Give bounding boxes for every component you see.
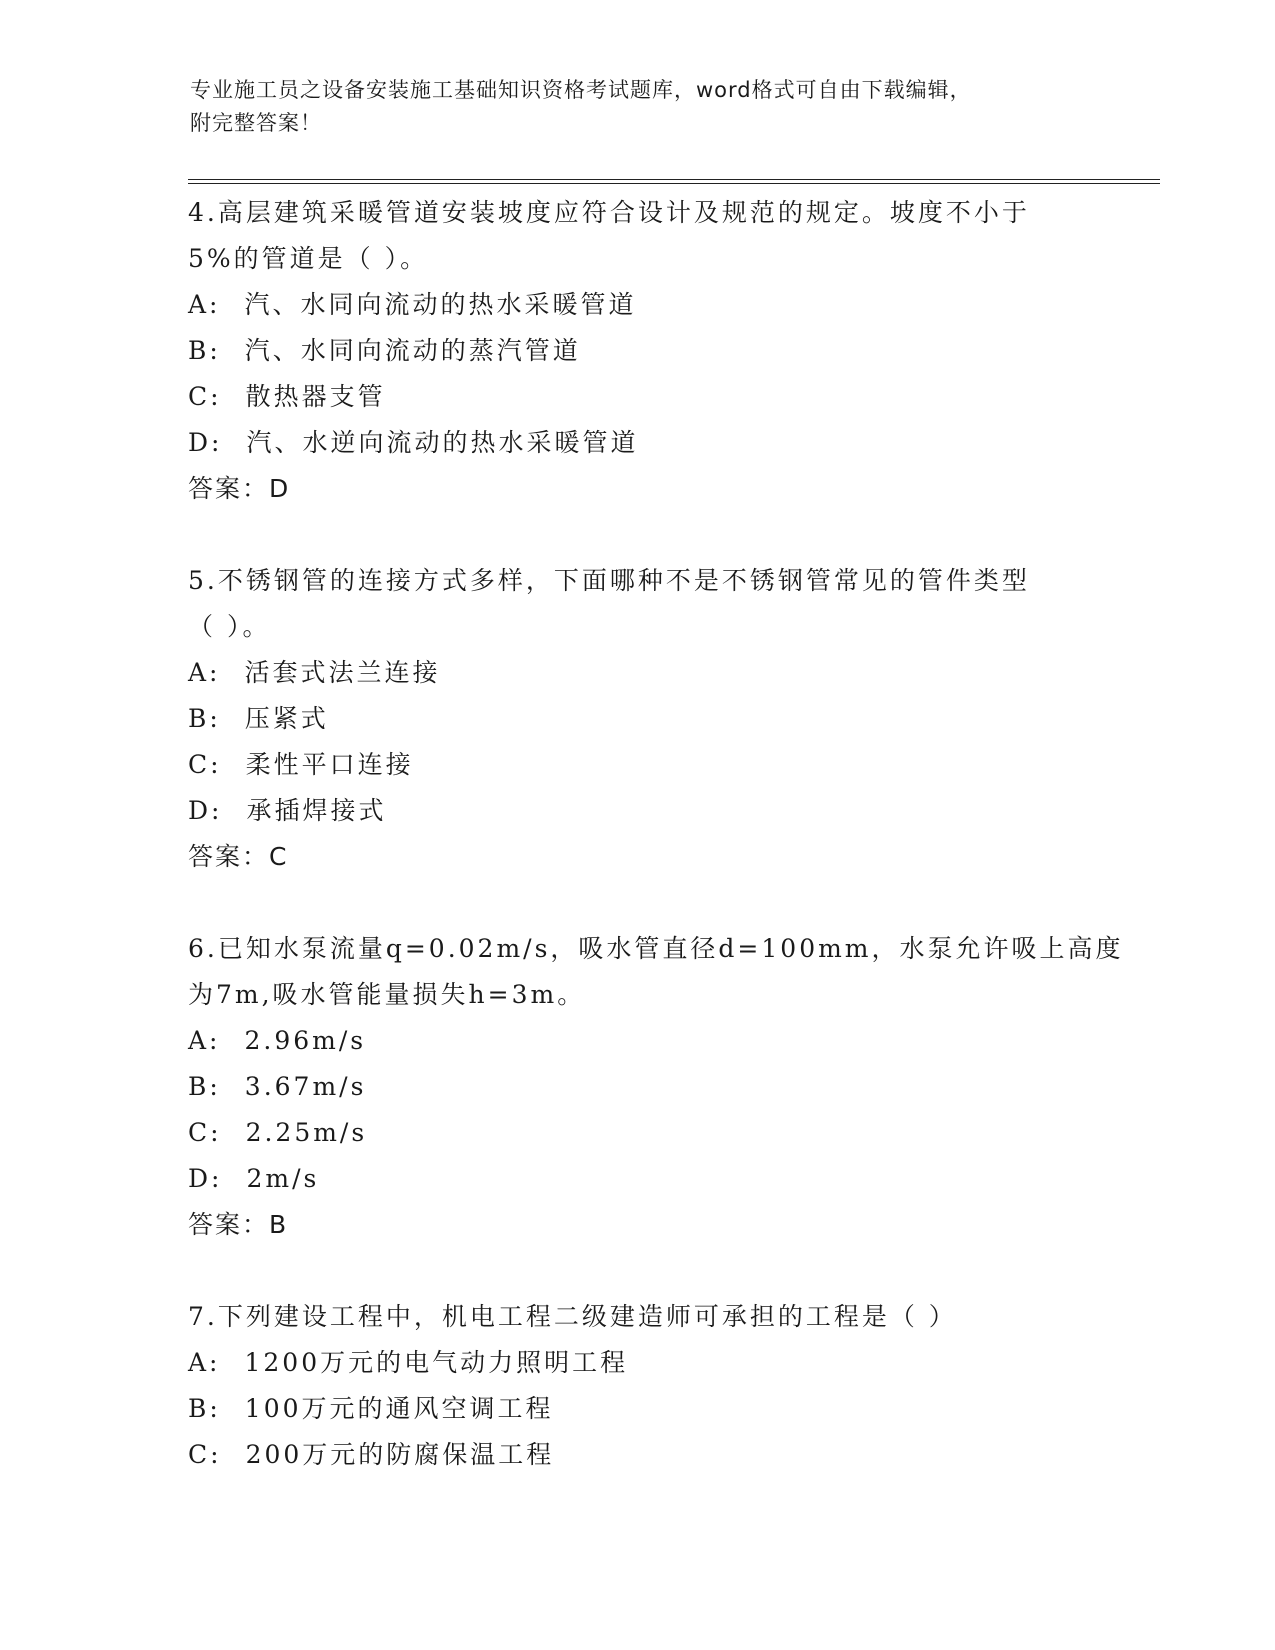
option-text: 承插焊接式: [246, 796, 387, 825]
header-divider-bottom: [188, 183, 1160, 184]
option-letter: C:: [188, 382, 222, 411]
option-text: 200万元的防腐保温工程: [245, 1440, 555, 1469]
question-text-line: 7.下列建设工程中，机电工程二级建造师可承担的工程是（ ）: [188, 1302, 957, 1331]
question-text-line: 5.不锈钢管的连接方式多样，下面哪种不是不锈钢管常见的管件类型: [188, 566, 1030, 595]
option-d: [188, 788, 1088, 834]
option-text: 100万元的通风空调工程: [244, 1394, 554, 1423]
option-letter: C:: [188, 1118, 222, 1147]
option-text: 柔性平口连接: [245, 750, 414, 779]
question-5: [188, 558, 1088, 880]
option-text: 汽、水同向流动的蒸汽管道: [244, 336, 581, 365]
option-b: [188, 328, 1088, 374]
question-text-line: 5%的管道是（ ）。: [188, 244, 429, 273]
option-c: [188, 1110, 1088, 1156]
header-line-2: 附完整答案！: [190, 111, 322, 135]
question-text-line: 4.高层建筑采暖管道安装坡度应符合设计及规范的规定。坡度不小于: [188, 198, 1030, 227]
option-letter: D:: [188, 796, 223, 825]
option-letter: B:: [188, 1072, 221, 1101]
option-b: [188, 696, 1088, 742]
option-letter: B:: [188, 704, 221, 733]
option-c: [188, 374, 1088, 420]
option-letter: C:: [188, 750, 222, 779]
answer-line: 答案：B: [188, 1210, 289, 1239]
option-text: 压紧式: [244, 704, 329, 733]
question-text-line: 为7m,吸水管能量损失h=3m。: [188, 980, 586, 1009]
option-letter: A:: [188, 658, 221, 687]
option-text: 3.67m/s: [244, 1072, 367, 1101]
option-text: 汽、水逆向流动的热水采暖管道: [246, 428, 639, 457]
option-b: [188, 1064, 1088, 1110]
option-text: 2.25m/s: [245, 1118, 368, 1147]
option-c: [188, 1432, 1088, 1478]
question-text-line: 6.已知水泵流量q=0.02m/s，吸水管直径d=100mm，水泵允许吸上高度: [188, 934, 1124, 963]
option-text: 活套式法兰连接: [244, 658, 441, 687]
question-7: [188, 1294, 1088, 1478]
option-c: [188, 742, 1088, 788]
option-letter: D:: [188, 428, 223, 457]
header-line-1: 专业施工员之设备安装施工基础知识资格考试题库，word格式可自由下载编辑，: [190, 78, 972, 102]
option-letter: B:: [188, 1394, 221, 1423]
option-letter: C:: [188, 1440, 222, 1469]
option-text: 1200万元的电气动力照明工程: [244, 1348, 629, 1377]
option-text: 2.96m/s: [244, 1026, 367, 1055]
option-a: [188, 1018, 1088, 1064]
option-a: [188, 650, 1088, 696]
option-text: 散热器支管: [245, 382, 386, 411]
option-a: [188, 1340, 1088, 1386]
option-letter: A:: [188, 290, 221, 319]
option-letter: B:: [188, 336, 221, 365]
option-letter: A:: [188, 1026, 221, 1055]
option-b: [188, 1386, 1088, 1432]
question-4: [188, 190, 1088, 512]
option-d: [188, 420, 1088, 466]
question-list: [188, 190, 1124, 1478]
option-text: 汽、水同向流动的热水采暖管道: [244, 290, 637, 319]
option-letter: A:: [188, 1348, 221, 1377]
option-text: 2m/s: [246, 1164, 320, 1193]
document-header: [190, 74, 1070, 140]
header-divider-top: [188, 179, 1160, 180]
option-a: [188, 282, 1088, 328]
option-letter: D:: [188, 1164, 223, 1193]
answer-line: 答案：D: [188, 474, 291, 503]
answer-line: 答案：C: [188, 842, 289, 871]
option-d: [188, 1156, 1088, 1202]
question-6: [188, 926, 1124, 1248]
question-text-line: （ ）。: [188, 612, 271, 641]
